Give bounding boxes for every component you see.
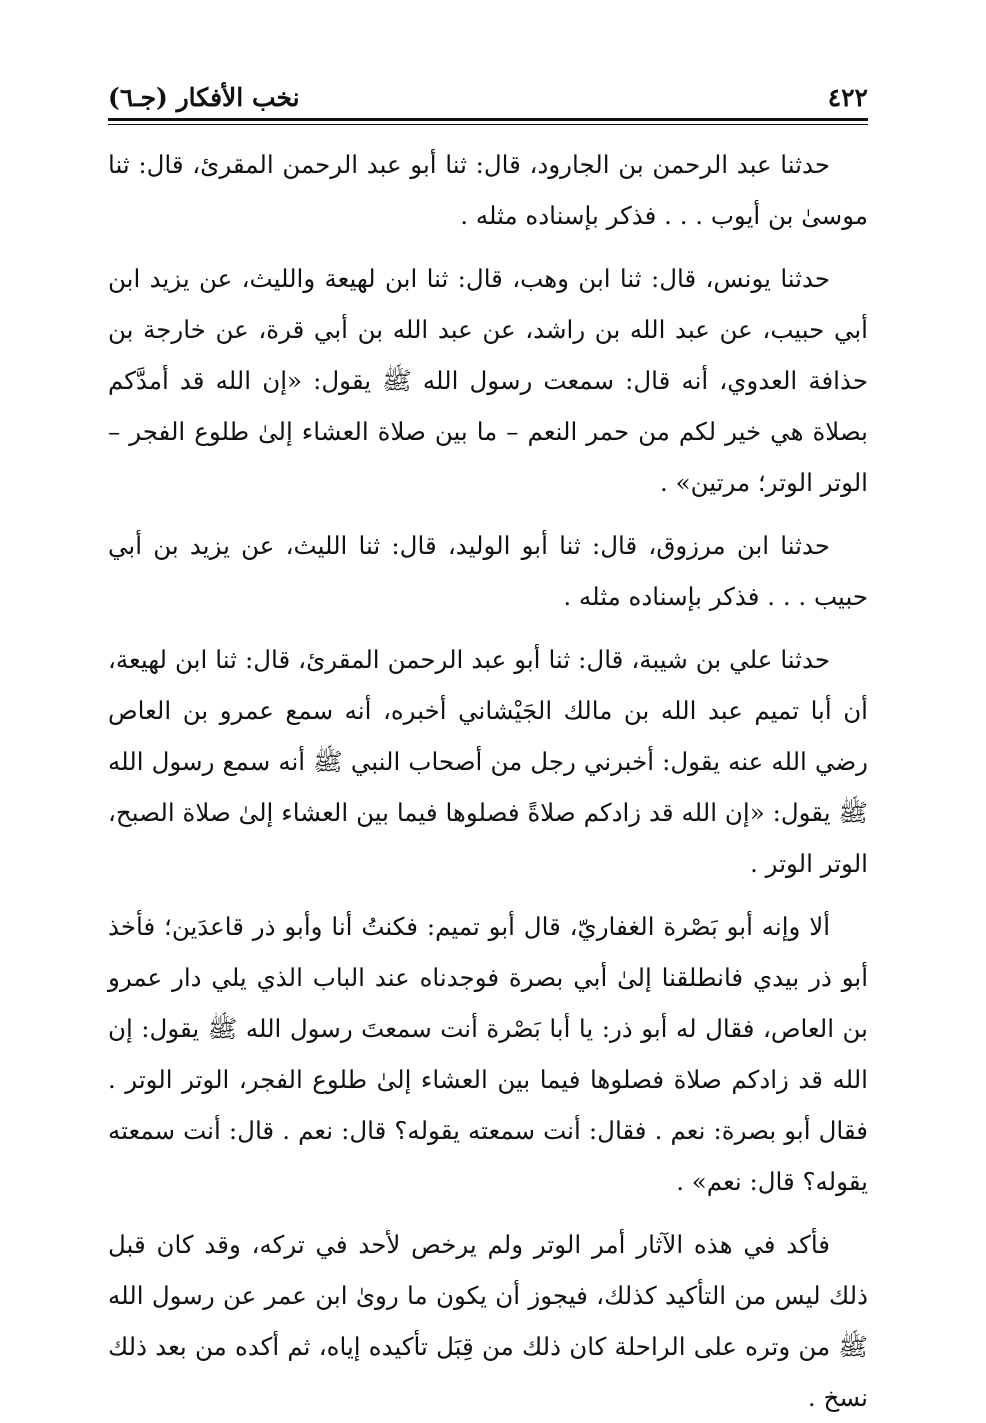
header-rule-thin	[108, 124, 868, 125]
paragraph: حدثنا عبد الرحمن بن الجارود، قال: ثنا أبو عبد الرحمن المقرئ، قال: ثنا موسىٰ بن أيوب . . . فذكر بإسناده مثله .	[108, 150, 868, 230]
paragraph: حدثنا ابن مرزوق، قال: ثنا أبو الوليد، قال: ثنا الليث، عن يزيد بن أبي حبيب . . . فذكر بإسناده مثله .	[108, 531, 868, 611]
header-rule-thick	[108, 118, 868, 121]
book-page	[108, 72, 868, 1412]
page-body	[108, 139, 868, 1423]
book-title: نخب الأفكار (جـ٦)	[108, 83, 300, 112]
paragraph: حدثنا علي بن شيبة، قال: ثنا أبو عبد الرحمن المقرئ، قال: ثنا ابن لهيعة، أن أبا تميم عبد الله بن مالك الجَيْشاني أخبره، أنه سمع عمرو بن العاص رضي الله عنه يقول: أخبرني رجل من أصحاب النبي ﷺ أنه سمع رسول الله ﷺ يقول: «إن الله قد زادكم صلاةً فصلوها فيما بين العشاء إلىٰ صلاة الصبح، الوتر الوتر .	[108, 645, 868, 878]
page-header	[108, 72, 868, 116]
paragraph: حدثنا يونس، قال: ثنا ابن وهب، قال: ثنا ابن لهيعة والليث، عن يزيد ابن أبي حبيب، عن عبد الله بن راشد، عن عبد الله بن أبي قرة، عن خارجة بن حذافة العدوي، أنه قال: سمعت رسول الله ﷺ يقول: «إن الله قد أمدَّكم بصلاة هي خير لكم من حمر النعم – ما بين صلاة العشاء إلىٰ طلوع الفجر – الوتر الوتر؛ مرتين» .	[108, 264, 868, 497]
paragraph: ألا وإنه أبو بَصْرة الغفاريّ، قال أبو تميم: فكنتُ أنا وأبو ذر قاعدَين؛ فأخذ أبو ذر بيدي فانطلقنا إلىٰ أبي بصرة فوجدناه عند الباب الذي يلي دار عمرو بن العاص، فقال له أبو ذر: يا أبا بَصْرة أنت سمعتَ رسول الله ﷺ يقول: إن الله قد زادكم صلاة فصلوها فيما بين العشاء إلىٰ طلوع الفجر، الوتر الوتر . فقال أبو بصرة: نعم . فقال: أنت سمعته يقوله؟ قال: نعم . قال: أنت سمعته يقوله؟ قال: نعم» .	[108, 912, 868, 1196]
paragraph: فأكد في هذه الآثار أمر الوتر ولم يرخص لأحد في تركه، وقد كان قبل ذلك ليس من التأكيد كذلك، فيجوز أن يكون ما روىٰ ابن عمر عن رسول الله ﷺ من وتره على الراحلة كان ذلك من قِبَل تأكيده إياه، ثم أكده من بعد ذلك نسخ .	[108, 1230, 868, 1412]
page-number: ٤٢٢	[827, 83, 868, 112]
